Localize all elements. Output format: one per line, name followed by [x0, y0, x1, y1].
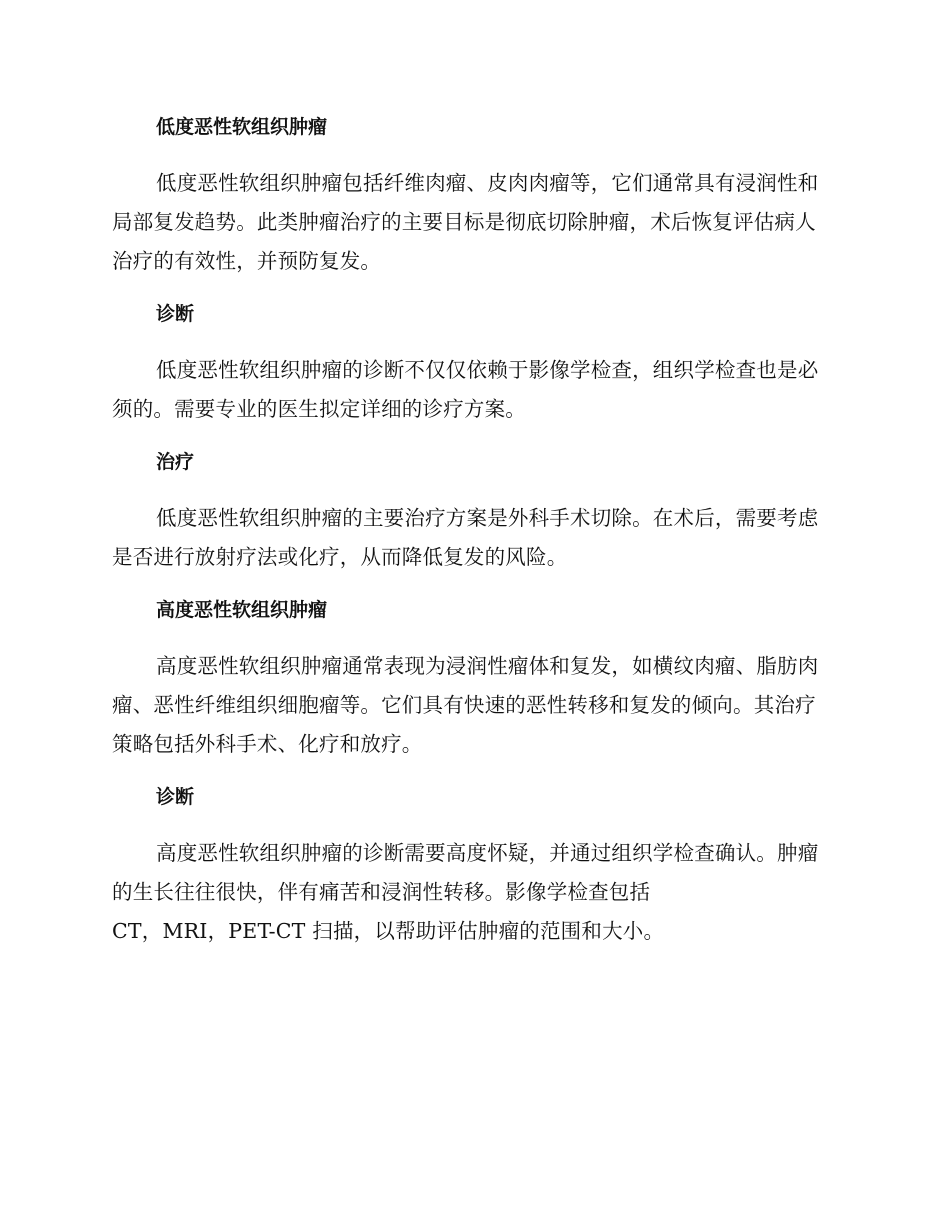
section-heading-high-grade: 高度恶性软组织肿瘤	[156, 599, 328, 621]
paragraph-diagnosis-low: 低度恶性软组织肿瘤的诊断不仅仅依赖于影像学检查，组织学检查也是必须的。需要专业的医生拟定详细的诊疗方案。	[112, 358, 819, 421]
paragraph-diagnosis-high-block	[112, 834, 832, 951]
paragraph-high-grade-intro: 高度恶性软组织肿瘤通常表现为浸润性瘤体和复发，如横纹肉瘤、脂肪肉瘤、恶性纤维组织细胞瘤等。它们具有快速的恶性转移和复发的倾向。其治疗策略包括外科手术、化疗和放疗。	[112, 654, 819, 756]
document-page	[112, 112, 832, 969]
section-heading-diagnosis-high: 诊断	[156, 786, 195, 808]
paragraph-low-grade-intro: 低度恶性软组织肿瘤包括纤维肉瘤、皮肉肉瘤等，它们通常具有浸润性和局部复发趋势。此类肿瘤治疗的主要目标是彻底切除肿瘤，术后恢复评估病人治疗的有效性，并预防复发。	[112, 171, 819, 273]
section-heading-treatment-low: 治疗	[156, 451, 195, 473]
section-heading-low-grade: 低度恶性软组织肿瘤	[156, 116, 328, 138]
paragraph-diagnosis-high: 高度恶性软组织肿瘤的诊断需要高度怀疑，并通过组织学检查确认。肿瘤的生长往往很快，伴有痛苦和浸润性转移。影像学检查包括	[112, 841, 819, 904]
paragraph-treatment-low: 低度恶性软组织肿瘤的主要治疗方案是外科手术切除。在术后，需要考虑是否进行放射疗法或化疗，从而降低复发的风险。	[112, 506, 819, 569]
section-heading-diagnosis-low: 诊断	[156, 303, 195, 325]
paragraph-diagnosis-high-continued: CT，MRI，PET-CT 扫描，以帮助评估肿瘤的范围和大小。	[112, 919, 665, 943]
